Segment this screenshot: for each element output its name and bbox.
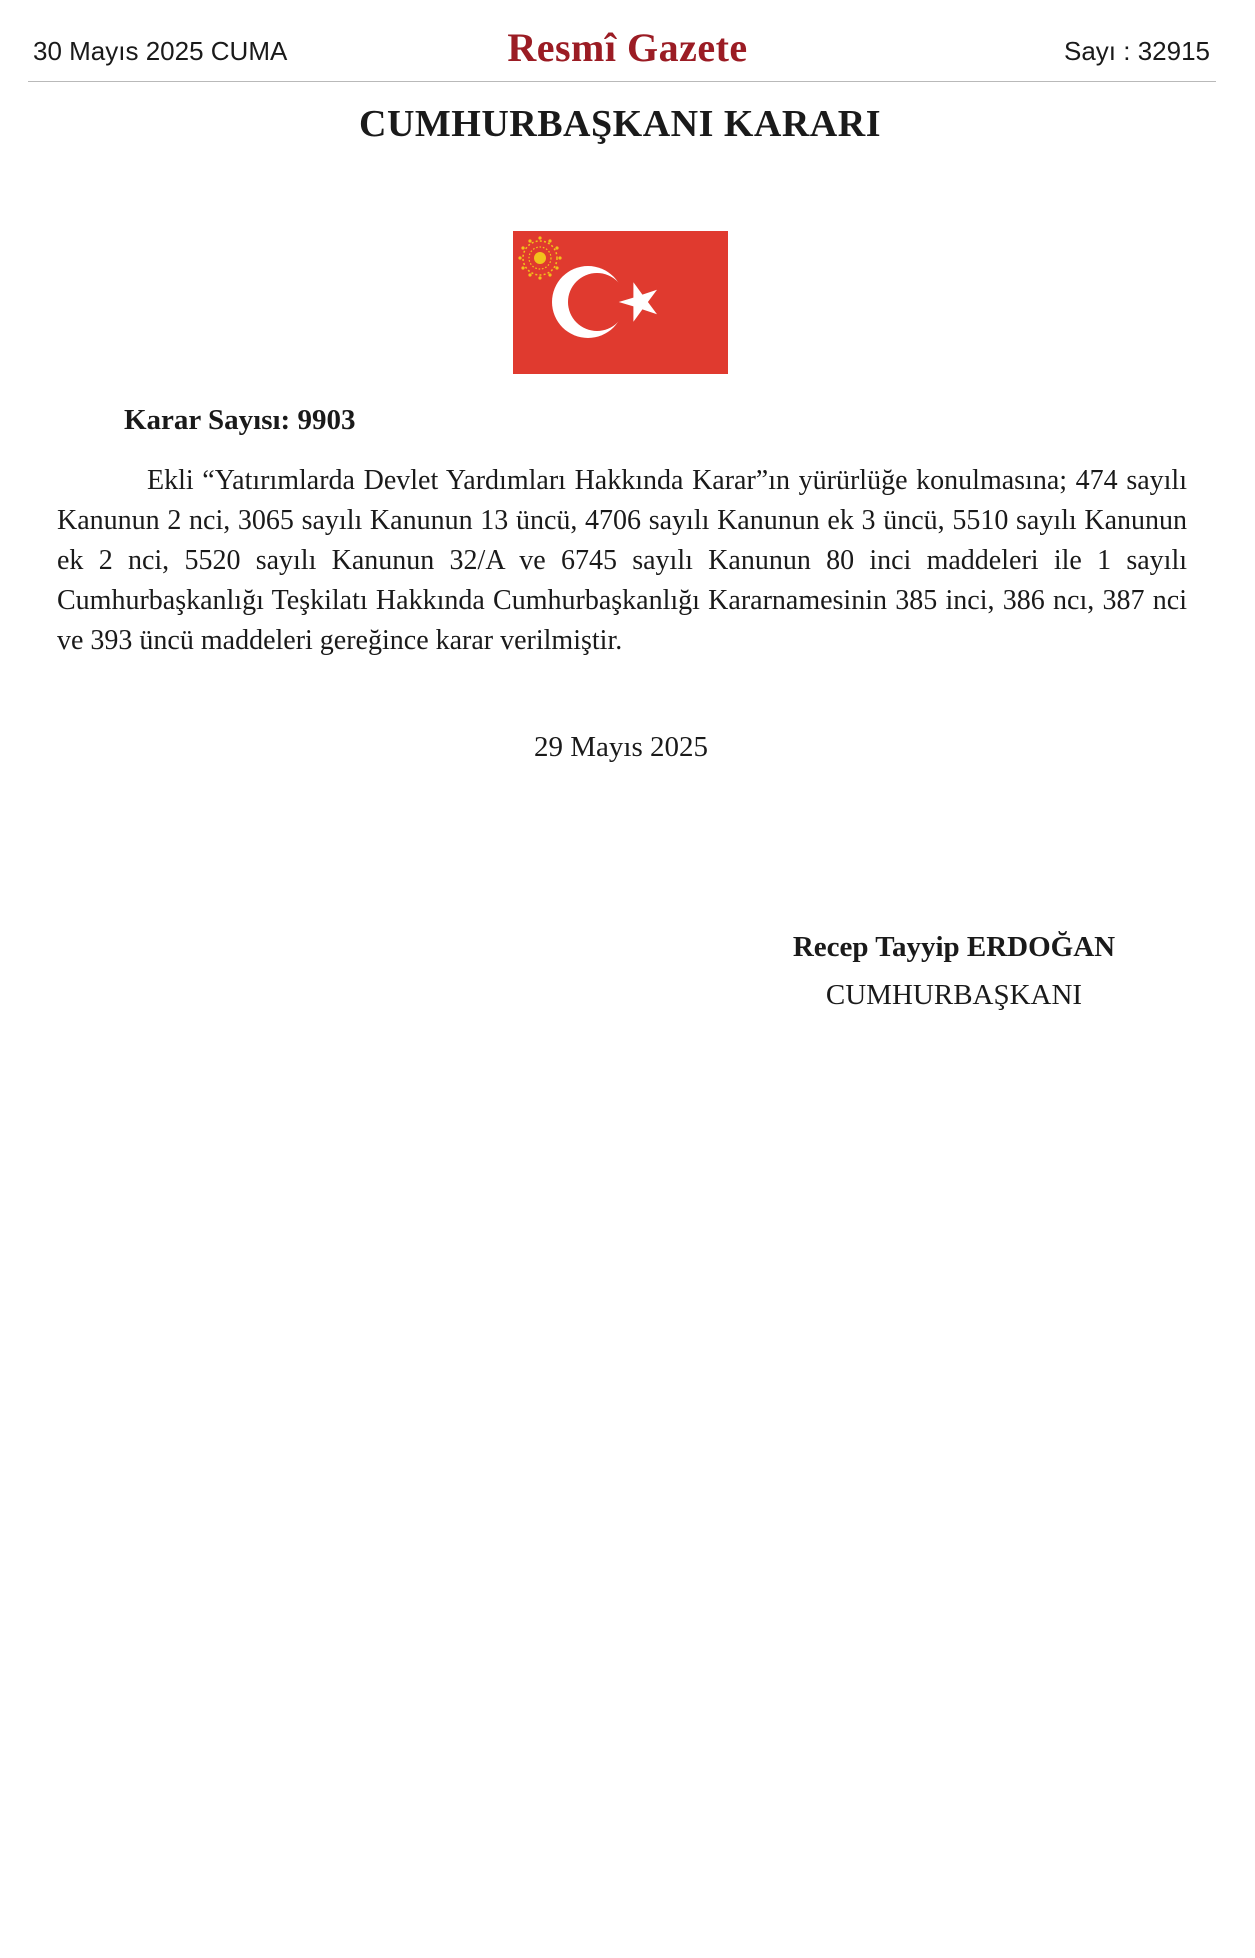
decision-body-text: Ekli “Yatırımlarda Devlet Yardımları Hakkında Karar”ın yürürlüğe konulmasına; 474 sayılı Kanunun 2 nci, 3065 sayılı Kanunun 13 üncü, 4706 sayılı Kanunun ek 3 üncü, 5510 sayılı Kanunun ek 2 nci, 5520 sayılı Kanunun 32/A ve 6745 sayılı Kanunun 80 inci maddeleri ile 1 sayılı Cumhurbaşkanlığı Teşkilatı Hakkında Cumhurbaşkanlığı Kararnamesinin 385 inci, 386 ncı, 387 nci ve 393 üncü maddeleri gereğince karar verilmiştir. bbox=[57, 465, 1187, 656]
gazette-issue-number: Sayı : 32915 bbox=[1064, 36, 1210, 66]
signature-block bbox=[754, 931, 1154, 1012]
turkish-flag-icon bbox=[513, 231, 728, 374]
decision-number: Karar Sayısı: 9903 bbox=[124, 404, 356, 436]
gazette-title: Resmî Gazete bbox=[507, 25, 748, 70]
gazette-date: 30 Mayıs 2025 CUMA bbox=[33, 36, 288, 66]
signer-name: Recep Tayyip ERDOĞAN bbox=[792, 931, 1116, 963]
document-title: CUMHURBAŞKANI KARARI bbox=[359, 103, 881, 145]
decision-date: 29 Mayıs 2025 bbox=[534, 731, 708, 763]
header-divider bbox=[28, 81, 1216, 82]
signer-title: CUMHURBAŞKANI bbox=[825, 979, 1083, 1011]
